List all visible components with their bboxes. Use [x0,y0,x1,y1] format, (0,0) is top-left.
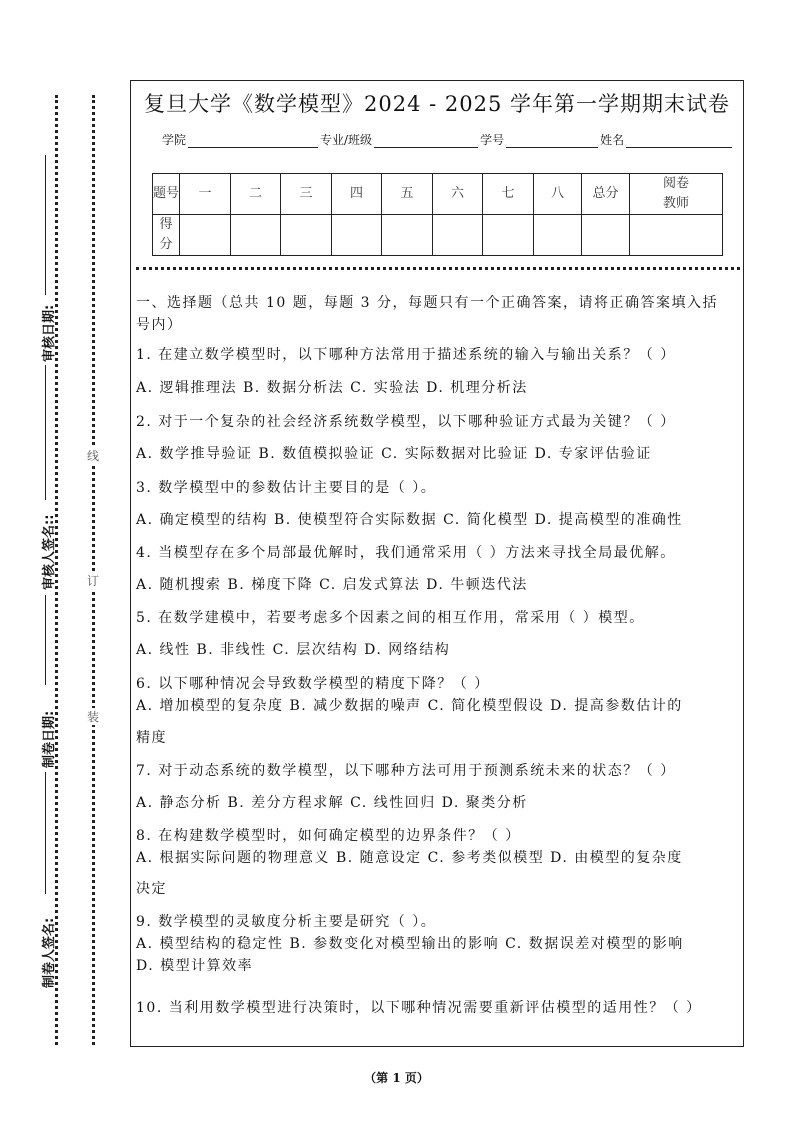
binding-dotted-line [92,95,95,1045]
question-text: 精度 [136,730,167,746]
score-cell[interactable] [180,215,231,256]
header-cell: 阅卷教师 [630,174,723,215]
student-id-field[interactable] [506,133,598,148]
question-text: 8. 在构建数学模型时，如何确定模型的边界条件？（ ） [136,828,521,844]
answer-options: A. 数学推导验证 B. 数值模拟验证 C. 实际数据对比验证 D. 专家评估验证 [136,446,652,462]
signature-line [45,155,46,295]
reviewer-signature-label: 审核人签名:: [42,514,57,590]
question-text: 9. 数学模型的灵敏度分析主要是研究（ ）。 [136,914,437,930]
preparation-date-label: 制卷日期: [42,710,57,768]
score-cell[interactable] [332,215,382,256]
question-text: 7. 对于动态系统的数学模型，以下哪种方法可用于预测系统未来的状态？（ ） [136,763,676,779]
header-cell: 总分 [582,174,630,215]
header-cell: 七 [483,174,534,215]
question-text: 10. 当利用数学模型进行决策时，以下哪种情况需要重新评估模型的适用性？（ ） [136,1000,702,1016]
question-text: 一、选择题（总共 10 题，每题 3 分，每题只有一个正确答案，请将正确答案填入括 [136,295,719,311]
name-field[interactable] [626,133,732,148]
question-text: 4. 当模型存在多个局部最优解时，我们通常采用（ ）方法来寻找全局最优解。 [136,545,676,561]
score-cell[interactable] [433,215,483,256]
header-cell: 二 [231,174,281,215]
header-cell: 题号 [153,174,180,215]
score-cell[interactable] [534,215,582,256]
question-text: 6. 以下哪种情况会导致数学模型的精度下降？（ ） [136,676,490,692]
signature-line [45,772,46,894]
name-label: 姓名 [600,133,625,147]
answer-options: A. 模型结构的稳定性 B. 参数变化对模型输出的影响 C. 数据误差对模型的影响 [136,936,684,952]
major-label: 专业/班级 [320,133,373,147]
header-cell: 四 [332,174,382,215]
signature-line [45,365,46,500]
row-label: 得分 [153,215,180,256]
header-cell: 六 [433,174,483,215]
binding-char-line: 线 [87,449,100,463]
question-text: 2. 对于一个复杂的社会经济系统数学模型，以下哪种验证方式最为关键？（ ） [136,414,676,430]
answer-options: A. 确定模型的结构 B. 使模型符合实际数据 C. 简化模型 D. 提高模型的准确性 [136,512,683,528]
question-text: 决定 [136,881,167,897]
answer-options: A. 静态分析 B. 差分方程求解 C. 线性回归 D. 聚类分析 [136,795,528,811]
score-row [153,215,723,256]
score-cell[interactable] [382,215,433,256]
question-text: 3. 数学模型中的参数估计主要目的是（ ）。 [136,480,437,496]
major-field[interactable] [374,133,478,148]
student-id-label: 学号 [480,133,505,147]
preparer-signature-label: 制卷人签名: [42,917,57,988]
answer-options: A. 逻辑推理法 B. 数据分析法 C. 实验法 D. 机理分析法 [136,380,528,396]
page-number: （第 1 页） [364,1071,429,1085]
score-cell[interactable] [231,215,281,256]
college-field[interactable] [188,133,318,148]
score-cell[interactable] [582,215,630,256]
answer-options: D. 模型计算效率 [136,958,254,974]
review-date-label: 审核日期: [42,304,57,362]
signature-line [45,595,46,685]
score-cell[interactable] [281,215,332,256]
header-cell: 八 [534,174,582,215]
header-cell: 五 [382,174,433,215]
score-cell[interactable] [483,215,534,256]
question-text: 5. 在数学建模中，若要考虑多个因素之间的相互作用，常采用（ ）模型。 [136,610,645,626]
score-header-row [153,174,723,215]
header-cell: 三 [281,174,332,215]
separator [136,267,740,270]
college-label: 学院 [162,133,187,147]
answer-options: A. 线性 B. 非线性 C. 层次结构 D. 网络结构 [136,642,451,658]
score-cell[interactable] [630,215,723,256]
answer-options: A. 随机搜索 B. 梯度下降 C. 启发式算法 D. 牛顿迭代法 [136,577,528,593]
binding-char-mount: 装 [87,710,100,724]
question-text: 号内） [136,317,183,333]
exam-title: 复旦大学《数学模型》2024 - 2025 学年第一学期期末试卷 [143,92,730,116]
score-table [152,173,723,256]
answer-options: A. 增加模型的复杂度 B. 减少数据的噪声 C. 简化模型假设 D. 提高参数估计的 [136,698,683,714]
binding-char-bind: 订 [87,574,100,588]
header-cell: 一 [180,174,231,215]
student-info [162,131,734,148]
question-text: 1. 在建立数学模型时，以下哪种方法常用于描述系统的输入与输出关系？（ ） [136,347,676,363]
answer-options: A. 根据实际问题的物理意义 B. 随意设定 C. 参考类似模型 D. 由模型的复杂度 [136,850,683,866]
